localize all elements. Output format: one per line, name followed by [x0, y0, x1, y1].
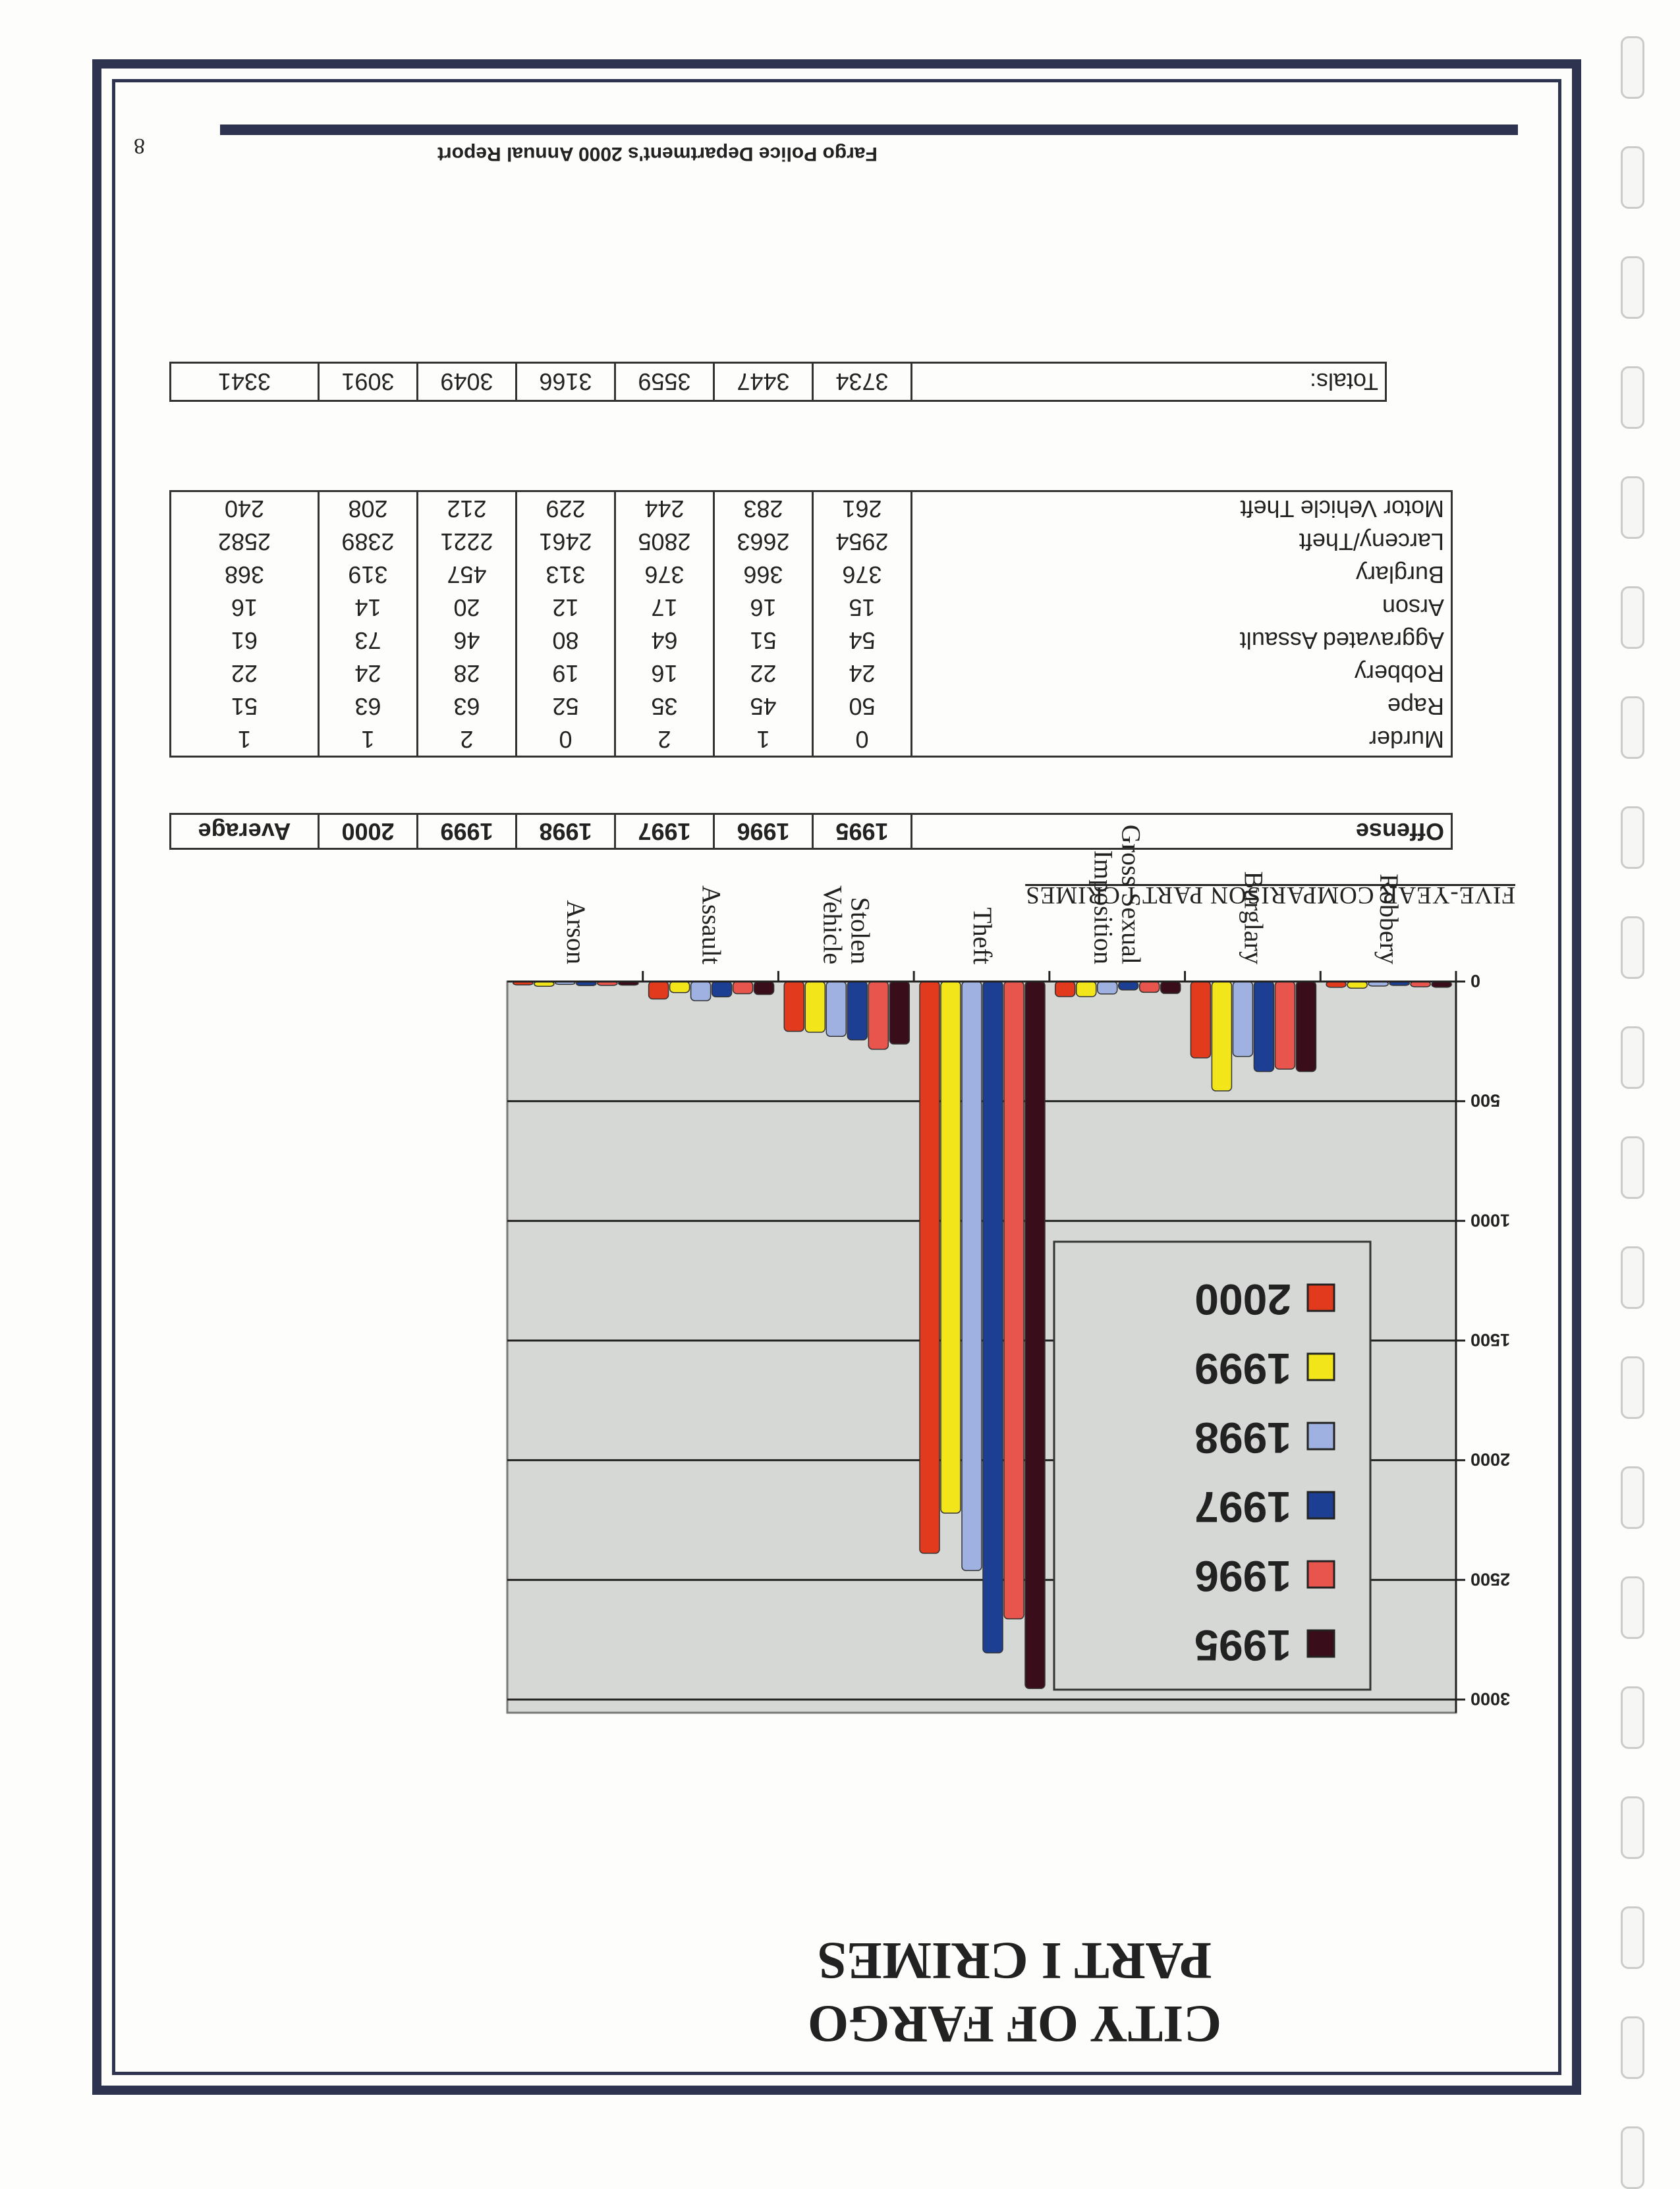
offense-cell: 2 — [418, 723, 517, 757]
offense-cell: 208 — [319, 491, 418, 526]
offense-cell: 16 — [171, 591, 319, 624]
offense-cell: 2 — [615, 723, 714, 757]
offense-cell: 240 — [171, 491, 319, 526]
y-tick-label: 2500 — [1470, 1569, 1511, 1590]
bar — [784, 982, 804, 1032]
legend-swatch — [1308, 1354, 1334, 1380]
bar — [1140, 982, 1160, 992]
bar — [1233, 982, 1252, 1057]
offense-cell: 24 — [813, 657, 912, 690]
offense-cell: 15 — [813, 591, 912, 624]
bar — [649, 982, 669, 999]
bar — [1296, 982, 1316, 1072]
comparison-heading: FIVE-YEAR COMPARISON PART I CRIMES — [1025, 881, 1515, 908]
bar — [670, 982, 690, 993]
bar — [1254, 982, 1274, 1072]
offense-cell: 0 — [813, 723, 912, 757]
footer-report-title: Fargo Police Department's 2000 Annual Report — [437, 143, 878, 165]
bar — [1190, 982, 1210, 1058]
legend-label: 1995 — [1194, 1621, 1291, 1670]
table-row — [171, 525, 1452, 558]
offense-cell: 366 — [714, 558, 813, 591]
table-row — [171, 558, 1452, 591]
offense-cell: 61 — [171, 624, 319, 657]
binder-hole — [1621, 1686, 1644, 1749]
binder-hole — [1621, 146, 1644, 209]
x-category-label: Theft — [968, 907, 997, 964]
offense-label: Rape — [912, 690, 1452, 723]
totals-table — [169, 362, 1387, 402]
offense-cell: 1 — [714, 723, 813, 757]
binder-hole — [1621, 1576, 1644, 1639]
header-label: Offense — [912, 814, 1452, 849]
table-row — [171, 491, 1452, 526]
page-title — [586, 1929, 1443, 2055]
offense-label: Aggravated Assault — [912, 624, 1452, 657]
offense-cell: 457 — [418, 558, 517, 591]
offense-cell: 14 — [319, 591, 418, 624]
offense-label: Arson — [912, 591, 1452, 624]
bar — [805, 982, 825, 1032]
offense-label: Murder — [912, 723, 1452, 757]
offense-cell: 80 — [517, 624, 615, 657]
header-row — [171, 814, 1452, 849]
offense-cell: 22 — [171, 657, 319, 690]
offense-cell: 0 — [517, 723, 615, 757]
legend-label: 2000 — [1194, 1275, 1291, 1324]
header-cell: 1997 — [615, 814, 714, 849]
offense-cell: 2461 — [517, 525, 615, 558]
offense-cell: 51 — [171, 690, 319, 723]
legend-swatch — [1308, 1285, 1334, 1311]
offense-cell: 2805 — [615, 525, 714, 558]
offense-cell: 24 — [319, 657, 418, 690]
offense-cell: 368 — [171, 558, 319, 591]
bar — [941, 982, 961, 1513]
offense-cell: 1 — [319, 723, 418, 757]
offense-cell: 2221 — [418, 525, 517, 558]
offense-cell: 73 — [319, 624, 418, 657]
bar — [1077, 982, 1096, 997]
offense-label: Larceny/Theft — [912, 525, 1452, 558]
binder-hole — [1621, 256, 1644, 319]
offense-cell: 20 — [418, 591, 517, 624]
binder-hole — [1621, 476, 1644, 539]
legend-swatch — [1308, 1630, 1334, 1657]
bar — [1025, 982, 1045, 1688]
bar — [1055, 982, 1075, 997]
y-tick-label: 1500 — [1470, 1330, 1511, 1350]
y-tick-label: 3000 — [1470, 1689, 1511, 1709]
offense-cell: 51 — [714, 624, 813, 657]
binder-hole — [1621, 696, 1644, 759]
offense-cell: 1 — [171, 723, 319, 757]
binder-hole — [1621, 1796, 1644, 1859]
x-category-label: Gross Sexual — [1116, 824, 1146, 964]
offense-cell: 261 — [813, 491, 912, 526]
table-row — [171, 591, 1452, 624]
offense-cell: 52 — [517, 690, 615, 723]
footer-divider — [220, 125, 1518, 135]
offense-cell: 17 — [615, 591, 714, 624]
offense-cell: 63 — [418, 690, 517, 723]
legend-swatch — [1308, 1561, 1334, 1588]
offense-cell: 50 — [813, 690, 912, 723]
bar — [1098, 982, 1117, 994]
offense-cell: 19 — [517, 657, 615, 690]
offense-cell: 212 — [418, 491, 517, 526]
binder-hole — [1621, 2126, 1644, 2189]
offense-cell: 2663 — [714, 525, 813, 558]
table-row — [171, 624, 1452, 657]
y-tick-label: 0 — [1470, 971, 1481, 991]
legend-label: 1998 — [1194, 1414, 1291, 1462]
bar — [1275, 982, 1295, 1069]
header-cell: 1995 — [813, 814, 912, 849]
bar — [754, 982, 774, 995]
bar — [826, 982, 846, 1036]
binder-hole — [1621, 1356, 1644, 1419]
offense-cell: 2582 — [171, 525, 319, 558]
bar — [1119, 982, 1138, 990]
bar — [733, 982, 753, 994]
header-cell: 1999 — [418, 814, 517, 849]
binder-hole — [1621, 1466, 1644, 1529]
legend-swatch — [1308, 1423, 1334, 1449]
totals-cell: 3447 — [714, 363, 813, 401]
header-cell: 2000 — [319, 814, 418, 849]
header-cell: 1998 — [517, 814, 615, 849]
totals-cell: 3341 — [171, 363, 319, 401]
offense-cell: 2954 — [813, 525, 912, 558]
y-tick-label: 500 — [1470, 1090, 1501, 1111]
title-line-2: PART I CRIMES — [817, 1931, 1212, 1989]
offense-cell: 2389 — [319, 525, 418, 558]
binder-hole — [1621, 1246, 1644, 1309]
offense-cell: 35 — [615, 690, 714, 723]
bar — [691, 982, 711, 1001]
title-line-1: CITY OF FARGO — [807, 1995, 1222, 2053]
bar — [847, 982, 867, 1040]
legend-label: 1999 — [1194, 1344, 1291, 1393]
offense-cell: 54 — [813, 624, 912, 657]
legend-label: 1996 — [1194, 1552, 1291, 1601]
totals-cell: 3559 — [615, 363, 714, 401]
x-category-label: Vehicle — [818, 885, 848, 964]
x-category-label: Robbery — [1374, 873, 1405, 964]
totals-cell: 3091 — [319, 363, 418, 401]
totals-row — [171, 363, 1386, 401]
page-number: 8 — [134, 134, 145, 158]
table-row — [171, 657, 1452, 690]
offense-cell: 283 — [714, 491, 813, 526]
comparison-table — [169, 490, 1453, 758]
offense-cell: 376 — [615, 558, 714, 591]
binder-hole — [1621, 2016, 1644, 2079]
totals-label: Totals: — [912, 363, 1386, 401]
totals-cell: 3049 — [418, 363, 517, 401]
binder-hole — [1621, 366, 1644, 429]
binder-hole — [1621, 36, 1644, 99]
totals-cell: 3734 — [813, 363, 912, 401]
bar — [868, 982, 888, 1049]
binder-hole — [1621, 1026, 1644, 1089]
offense-cell: 16 — [714, 591, 813, 624]
table-row — [171, 723, 1452, 757]
y-tick-label: 1000 — [1470, 1210, 1511, 1231]
offense-label: Robbery — [912, 657, 1452, 690]
binder-hole — [1621, 586, 1644, 649]
offense-cell: 64 — [615, 624, 714, 657]
offense-cell: 28 — [418, 657, 517, 690]
x-category-label: Arson — [561, 900, 591, 964]
offense-cell: 376 — [813, 558, 912, 591]
x-category-label: Assault — [696, 885, 727, 964]
header-cell: 1996 — [714, 814, 813, 849]
offense-label: Burglary — [912, 558, 1452, 591]
offense-cell: 244 — [615, 491, 714, 526]
bar — [1347, 982, 1367, 988]
bar — [920, 982, 939, 1553]
bar — [712, 982, 732, 997]
bar — [1161, 982, 1181, 993]
binder-hole — [1621, 1136, 1644, 1199]
legend-label: 1997 — [1194, 1483, 1291, 1532]
binder-hole — [1621, 1906, 1644, 1969]
totals-cell: 3166 — [517, 363, 615, 401]
offense-cell: 16 — [615, 657, 714, 690]
offense-label: Motor Vehicle Theft — [912, 491, 1452, 526]
y-tick-label: 2000 — [1470, 1449, 1511, 1470]
header-cell: Average — [171, 814, 319, 849]
offense-cell: 313 — [517, 558, 615, 591]
offense-cell: 12 — [517, 591, 615, 624]
bar — [889, 982, 909, 1044]
legend-swatch — [1308, 1492, 1334, 1518]
bar — [1004, 982, 1024, 1619]
binder-hole — [1621, 916, 1644, 979]
table-row — [171, 690, 1452, 723]
x-category-label: Stolen — [845, 897, 876, 964]
binder-hole — [1621, 806, 1644, 869]
x-category-label: Imposition — [1088, 850, 1119, 964]
offense-cell: 46 — [418, 624, 517, 657]
bar — [962, 982, 982, 1570]
comparison-header-table — [169, 813, 1453, 850]
bar — [1212, 982, 1231, 1091]
x-category-label: Burglary — [1239, 871, 1269, 964]
offense-cell: 63 — [319, 690, 418, 723]
offense-cell: 229 — [517, 491, 615, 526]
bar — [983, 982, 1003, 1653]
offense-cell: 45 — [714, 690, 813, 723]
offense-cell: 22 — [714, 657, 813, 690]
offense-cell: 319 — [319, 558, 418, 591]
